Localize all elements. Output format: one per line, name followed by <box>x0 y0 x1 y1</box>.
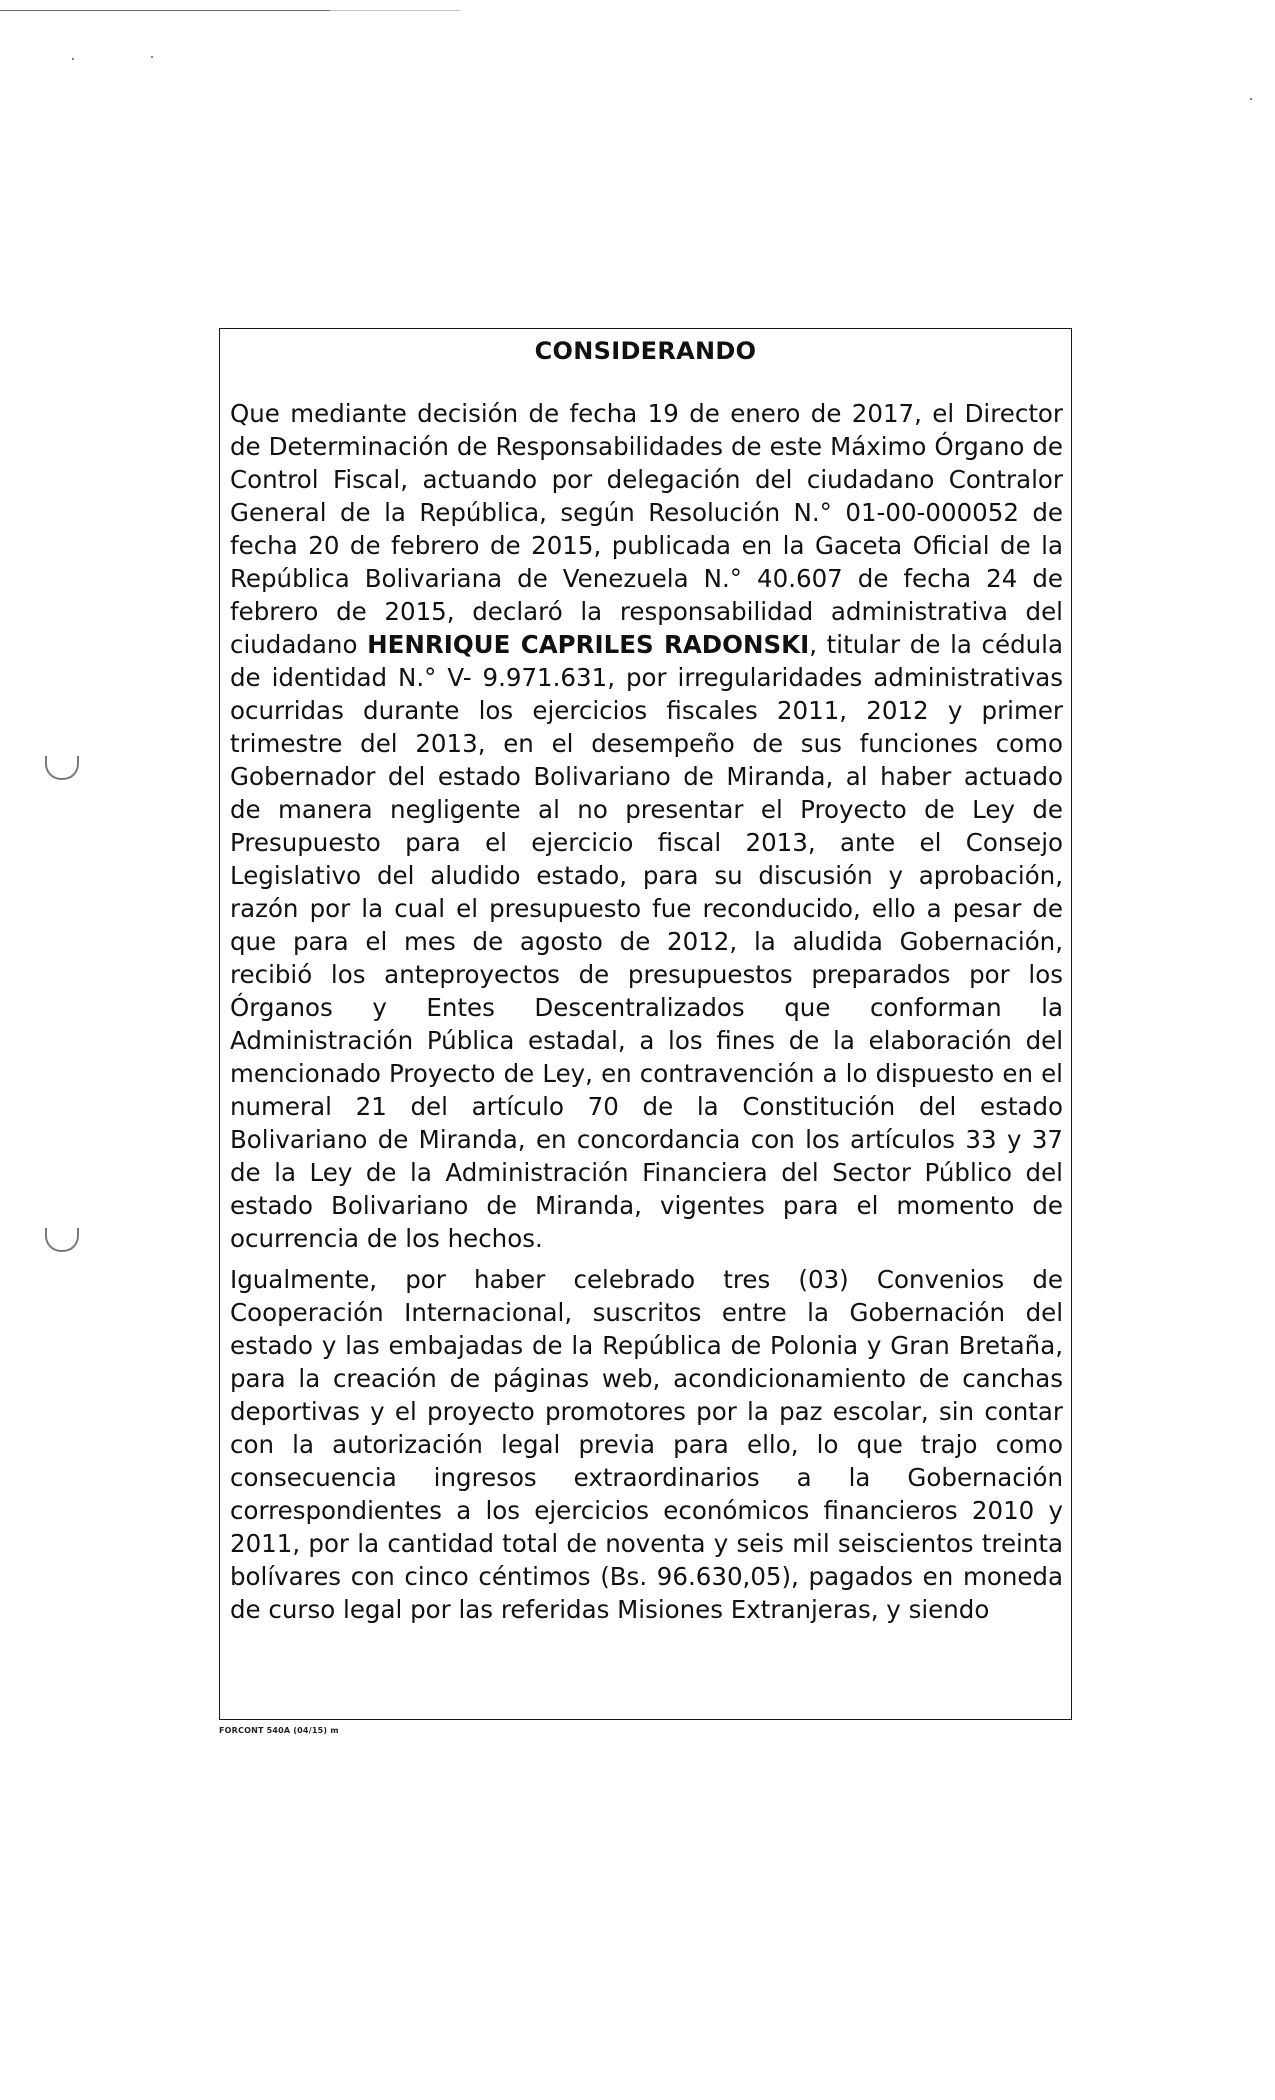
scan-top-rule-faint <box>330 10 460 11</box>
document-frame <box>219 328 1072 1720</box>
paragraph-resolution <box>230 397 1063 1255</box>
punch-hole-mark <box>45 1228 79 1252</box>
person-name: HENRIQUE CAPRILES RADONSKI <box>367 630 810 659</box>
scan-speck <box>72 58 74 60</box>
paragraph-text: , titular de la cédula de identidad N.° V- 9.971.631, por irregularidades administrativas ocurridas durante los ejercicios fiscales 2011, 2012 y primer trimestre del 2013, en el desempeño de sus funciones como Gobernador del estado Bolivariano de Miranda, al haber actuado de manera negligente al no presentar el Proyecto de Ley de Presupuesto para el ejercicio fiscal 2013, ante el Consejo Legislativo del aludido estado, para su discusión y aprobación, razón por la cual el presupuesto fue reconducido, ello a pesar de que para el mes de agosto de 2012, la aludida Gobernación, recibió los anteproyectos de presupuestos preparados por los Órganos y Entes Descentralizados que conforman la Administración Pública estadal, a los fines de la elaboración del mencionado Proyecto de Ley, en contravención a lo dispuesto en el numeral 21 del artículo 70 de la Constitución del estado Bolivariano de Miranda, en concordancia con los artículos 33 y 37 de la Ley de la Administración Financiera del Sector Público del estado Bolivariano de Miranda, vigentes para el momento de ocurrencia de los hechos. <box>230 630 1063 1253</box>
paragraph-text: Que mediante decisión de fecha 19 de enero de 2017, el Director de Determinación de Responsabilidades de este Máximo Órgano de Control Fiscal, actuando por delegación del ciudadano Contralor General de la República, según Resolución N.° 01-00-000052 de fecha 20 de febrero de 2015, publicada en la Gaceta Oficial de la República Bolivariana de Venezuela N.° 40.607 de fecha 24 de febrero de 2015, declaró la responsabilidad administrativa del ciudadano <box>230 399 1063 659</box>
paragraph-agreements: Igualmente, por haber celebrado tres (03) Convenios de Cooperación Internacional, suscritos entre la Gobernación del estado y las embajadas de la República de Polonia y Gran Bretaña, para la creación de páginas web, acondicionamiento de canchas deportivas y el proyecto promotores por la paz escolar, sin contar con la autorización legal previa para ello, lo que trajo como consecuencia ingresos extraordinarios a la Gobernación correspondientes a los ejercicios económicos financieros 2010 y 2011, por la cantidad total de noventa y seis mil seiscientos treinta bolívares con cinco céntimos (Bs. 96.630,05), pagados en moneda de curso legal por las referidas Misiones Extranjeras, y siendo <box>230 1265 1063 1624</box>
scan-speck <box>151 56 153 58</box>
punch-hole-mark <box>45 756 79 780</box>
section-heading: CONSIDERANDO <box>534 337 757 365</box>
scan-speck <box>1250 98 1252 100</box>
scan-top-rule <box>0 10 330 11</box>
form-code: FORCONT 540A (04/15) m <box>219 1726 339 1735</box>
